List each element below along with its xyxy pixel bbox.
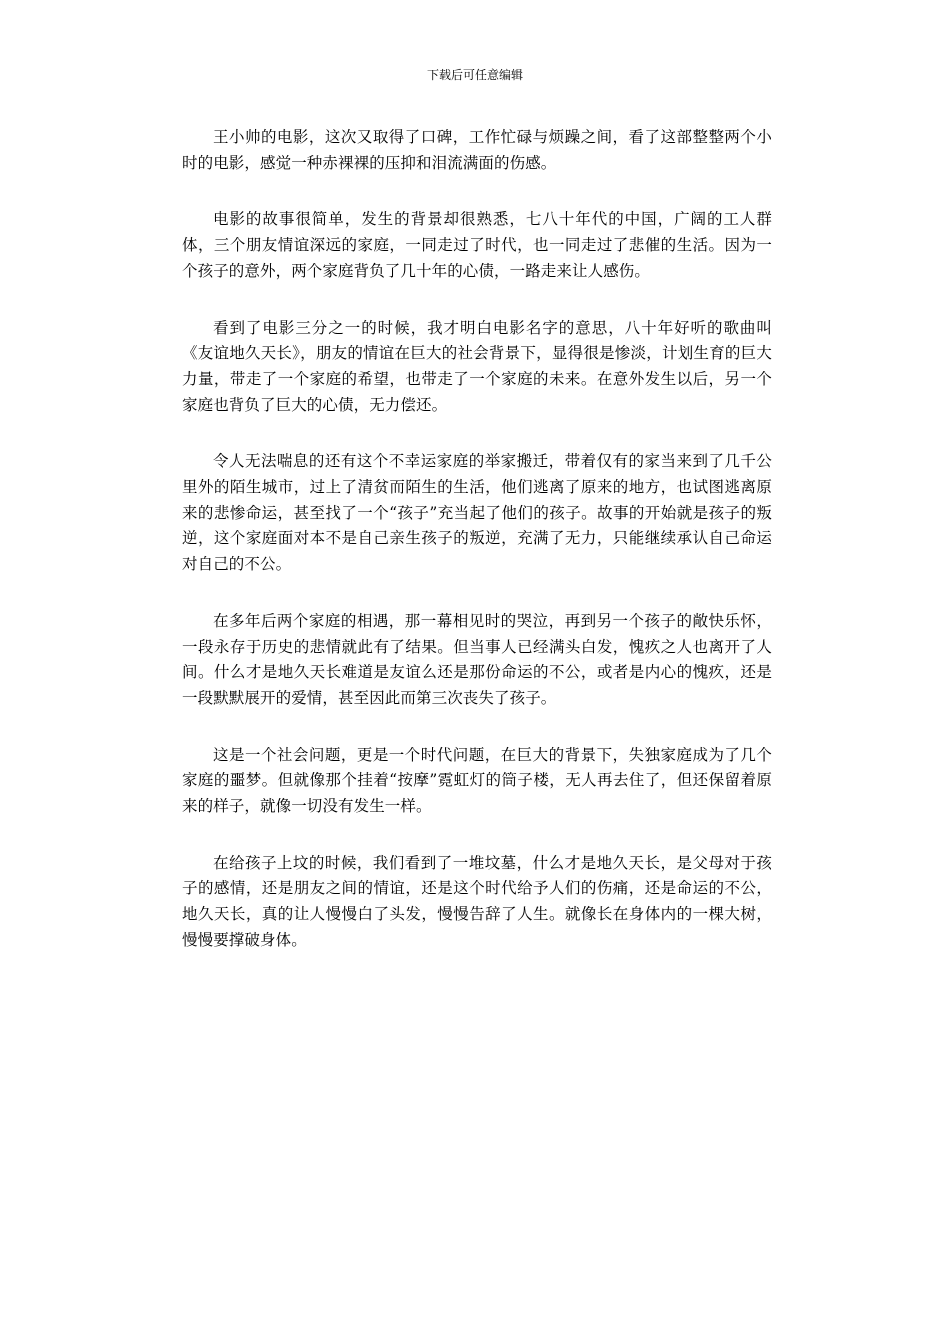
paragraph-1: 王小帅的电影，这次又取得了口碑，工作忙碌与烦躁之间，看了这部整整两个小时的电影，感觉一种赤裸裸的压抑和泪流满面的伤感。 <box>182 128 772 172</box>
paragraph-2: 电影的故事很简单，发生的背景却很熟悉，七八十年代的中国，广阔的工人群体，三个朋友情谊深远的家庭，一同走过了时代，也一同走过了悲催的生活。因为一个孩子的意外，两个家庭背负了几十年的心债，一路走来让人感伤。 <box>182 210 772 280</box>
article-body <box>182 125 772 985</box>
paragraph-5: 在多年后两个家庭的相遇，那一幕相见时的哭泣，再到另一个孩子的敞快乐怀，一段永存于历史的悲情就此有了结果。但当事人已经满头白发，愧疚之人也离开了人间。什么才是地久天长难道是友谊么还是那份命运的不公，或者是内心的愧疚，还是一段默默展开的爱情，甚至因此而第三次丧失了孩子。 <box>182 611 772 707</box>
paragraph-3: 看到了电影三分之一的时候，我才明白电影名字的意思，八十年好听的歌曲叫《友谊地久天长》，朋友的情谊在巨大的社会背景下，显得很是惨淡，计划生育的巨大力量，带走了一个家庭的希望，也带走了一个家庭的未来。在意外发生以后，另一个家庭也背负了巨大的心债，无力偿还。 <box>182 318 772 414</box>
paragraph-6: 这是一个社会问题，更是一个时代问题，在巨大的背景下，失独家庭成为了几个家庭的噩梦。但就像那个挂着“按摩”霓虹灯的筒子楼，无人再去住了，但还保留着原来的样子，就像一切没有发生一样。 <box>182 745 772 816</box>
page-header: 下载后可任意编辑 <box>426 68 523 82</box>
paragraph-7: 在给孩子上坟的时候，我们看到了一堆坟墓，什么才是地久天长，是父母对于孩子的感情，还是朋友之间的情谊，还是这个时代给予人们的伤痛，还是命运的不公，地久天长，真的让人慢慢白了头发，慢慢告辞了人生。就像长在身体内的一棵大树，慢慢要撑破身体。 <box>182 853 772 949</box>
paragraph-4: 令人无法喘息的还有这个不幸运家庭的举家搬迁，带着仅有的家当来到了几千公里外的陌生城市，过上了清贫而陌生的生活，他们逃离了原来的地方，也试图逃离原来的悲惨命运，甚至找了一个“孩子”充当起了他们的孩子。故事的开始就是孩子的叛逆，这个家庭面对本不是自己亲生孩子的叛逆，充满了无力，只能继续承认自己命运对自己的不公。 <box>182 452 772 574</box>
